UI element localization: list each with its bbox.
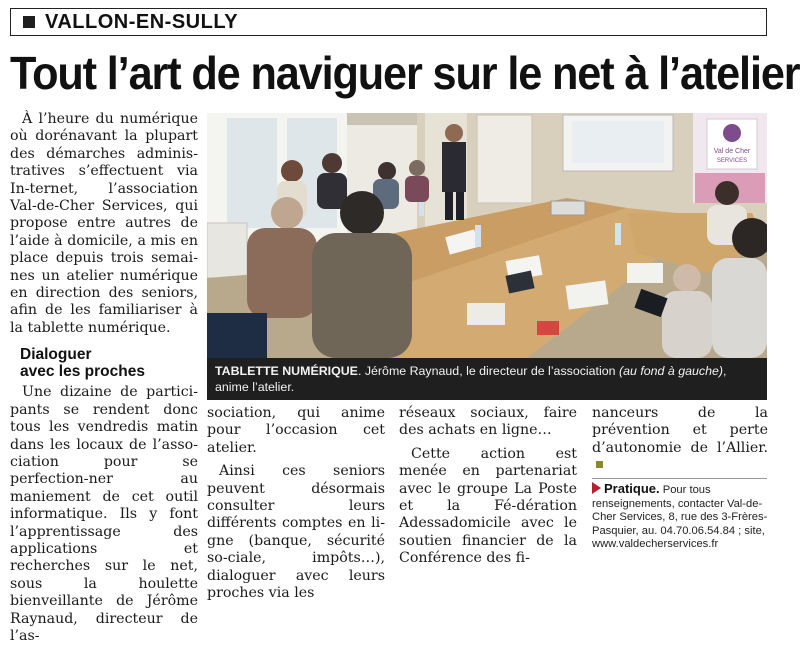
arrow-right-icon: [592, 482, 601, 494]
pratique-separator: [592, 478, 767, 479]
caption-label: TABLETTE NUMÉRIQUE: [215, 364, 358, 378]
end-mark-icon: [596, 461, 603, 468]
column-1: [10, 111, 198, 645]
col2-paragraph-2: Ainsi ces seniors peuvent désormais consulter leurs différents comptes en li-gne (banque, sécurité so-ciale, impôts…), dialoguer avec leurs proches via les: [207, 463, 385, 602]
subheading: Dialoguer avec les proches: [20, 346, 145, 381]
caption-italic: (au fond à gauche): [618, 364, 724, 378]
pratique-title: Pratique.: [604, 481, 660, 496]
article-photo: [207, 113, 767, 358]
workshop-photo-illustration: [207, 113, 767, 358]
headline: Tout l’art de naviguer sur le net à l’atelier: [10, 47, 800, 99]
col2-paragraph-1: sociation, qui anime pour l’occasion cet atelier.: [207, 405, 385, 456]
col3-paragraph-2: Cette action est menée en partenariat avec le groupe La Poste et la Fé-dération Adessadomicile avec le soutien financier de la Conférence des fi-: [399, 445, 578, 567]
column-2: [207, 405, 385, 602]
pratique-box: [592, 482, 772, 552]
sign-text-2: SERVICES: [716, 158, 748, 164]
col3-paragraph-1: réseaux sociaux, faire des achats en ligne…: [399, 405, 577, 439]
caption-text-2: , anime l’atelier.: [215, 364, 727, 394]
column-3: [399, 405, 577, 568]
pratique-text: Pour tous renseignements, contacter Val-de-Cher Services, 8, rue des 3-Frères-Pasquier, au. 04.70.06.54.84 ; site, www.valdecherservices.fr: [592, 484, 768, 551]
section-kicker: [10, 8, 767, 36]
column-4: [592, 405, 768, 475]
col1-paragraph-2: Une dizaine de partici-pants se rendent donc tous les vendredis matin dans les locaux de l’asso-ciation pour se perfection-ner au maniement de cet outil informatique. Ils y font l’apprentissage des applications et recherches sur le net, sous la houlette bienveillante de Jérôme Raynaud, directeur de l’as-: [10, 384, 199, 644]
kicker-square-icon: [23, 16, 35, 28]
col1-paragraph-1: À l’heure du numérique où dorénavant la plupart des démarches adminis-tratives s’effectuent via In-ternet, l’association Val-de-Cher Services, qui propose entre autres de l’aide à domicile, a mis en place depuis trois semai-nes un atelier numérique en direction des seniors, afin de les familiariser à la tablette numérique.: [10, 111, 198, 336]
sign-text-1: Val de Cher: [713, 148, 751, 155]
col4-paragraph-1: nanceurs de la prévention et perte d’autonomie de l’Allier.: [592, 405, 768, 475]
photo-caption: [207, 358, 767, 400]
kicker-label: VALLON-EN-SULLY: [45, 10, 239, 33]
caption-text-1: . Jérôme Raynaud, le directeur de l’association: [357, 364, 619, 378]
